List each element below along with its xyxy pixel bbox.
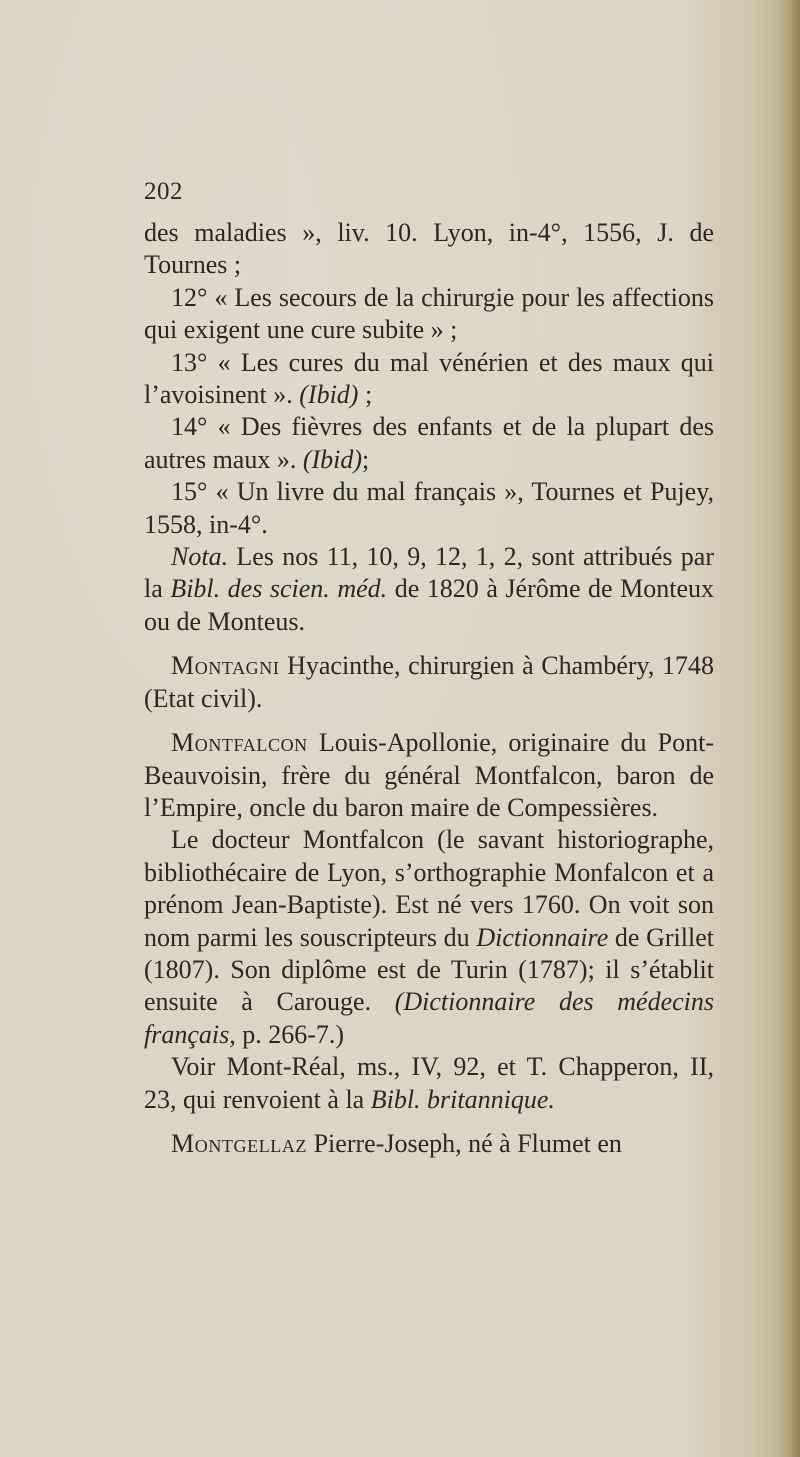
entry-heading: Montagni (171, 651, 280, 681)
body-text (144, 217, 714, 1160)
text-run: ; (358, 380, 373, 410)
page-number: 202 (144, 178, 183, 205)
italic-text: Nota. (171, 542, 229, 572)
text-run: 13° « Les cures du mal vénérien et des maux qui l’avoisinent ». (144, 347, 714, 410)
text-run: de Grillet (1807). Son diplôme est de Turin (1787); il s’établit ensuite à Carouge. (144, 922, 714, 1017)
paragraph-p2 (144, 282, 714, 347)
paragraph-p6 (144, 541, 714, 638)
entry-heading: Montfalcon (171, 728, 308, 758)
text-run: de 1820 à Jérôme de Monteux ou de Monteus. (144, 574, 714, 636)
text-run: Hyacinthe, chirurgien à Chambéry, 1748 (Etat civil). (144, 651, 714, 713)
paragraph-p3 (144, 347, 714, 412)
text-run: Voir Mont-Réal, ms., IV, 92, et T. Chapperon, II, 23, qui renvoient à la (144, 1052, 714, 1114)
paragraph-p8 (144, 727, 714, 824)
text-run: ; (362, 444, 370, 474)
paragraph-p5 (144, 476, 714, 541)
paragraph-p1 (144, 217, 714, 282)
paragraph-p4 (144, 411, 714, 476)
italic-text: (Ibid) (302, 444, 363, 474)
italic-text: (Ibid) (299, 380, 359, 410)
paragraph-p11 (144, 1128, 714, 1160)
text-run: Le docteur Montfalcon (le savant historiographe, bibliothécaire de Lyon, s’orthographie Monfalcon et a prénom Jean-Baptiste). Est né vers 1760. On voit son nom parmi les souscripteurs du (144, 825, 714, 952)
text-run: 14° « Des fièvres des enfants et de la plupart des autres maux ». (144, 412, 714, 474)
entry-heading: Montgellaz (171, 1128, 308, 1158)
text-run: p. 266-7.) (235, 1019, 345, 1049)
paragraph-p10 (144, 1051, 714, 1116)
italic-text: Dictionnaire (476, 922, 609, 952)
text-run: 12° « Les secours de la chirurgie pour les affections qui exigent une cure subite » ; (144, 282, 714, 345)
text-run: des maladies », liv. 10. Lyon, in-4°, 1556, J. de Tournes ; (144, 218, 714, 280)
text-run: Louis-Apollonie, originaire du Pont-Beauvoisin, frère du général Montfalcon, baron de l’Empire, oncle du baron maire de Compessières. (144, 728, 714, 822)
paragraph-p7 (144, 650, 714, 715)
page-edge-shadow (778, 0, 800, 1457)
italic-text: (Dictionnaire des médecins français, (144, 987, 714, 1049)
text-run: Pierre-Joseph, né à Flumet en (307, 1128, 622, 1158)
italic-text: Bibl. britannique. (370, 1084, 555, 1114)
paragraph-p9 (144, 824, 714, 1051)
italic-text: Bibl. des scien. méd. (170, 574, 388, 604)
text-run: 15° « Un livre du mal français », Tournes et Pujey, 1558, in-4°. (144, 477, 714, 539)
text-run: Les nos 11, 10, 9, 12, 1, 2, sont attribués par la (144, 542, 714, 604)
